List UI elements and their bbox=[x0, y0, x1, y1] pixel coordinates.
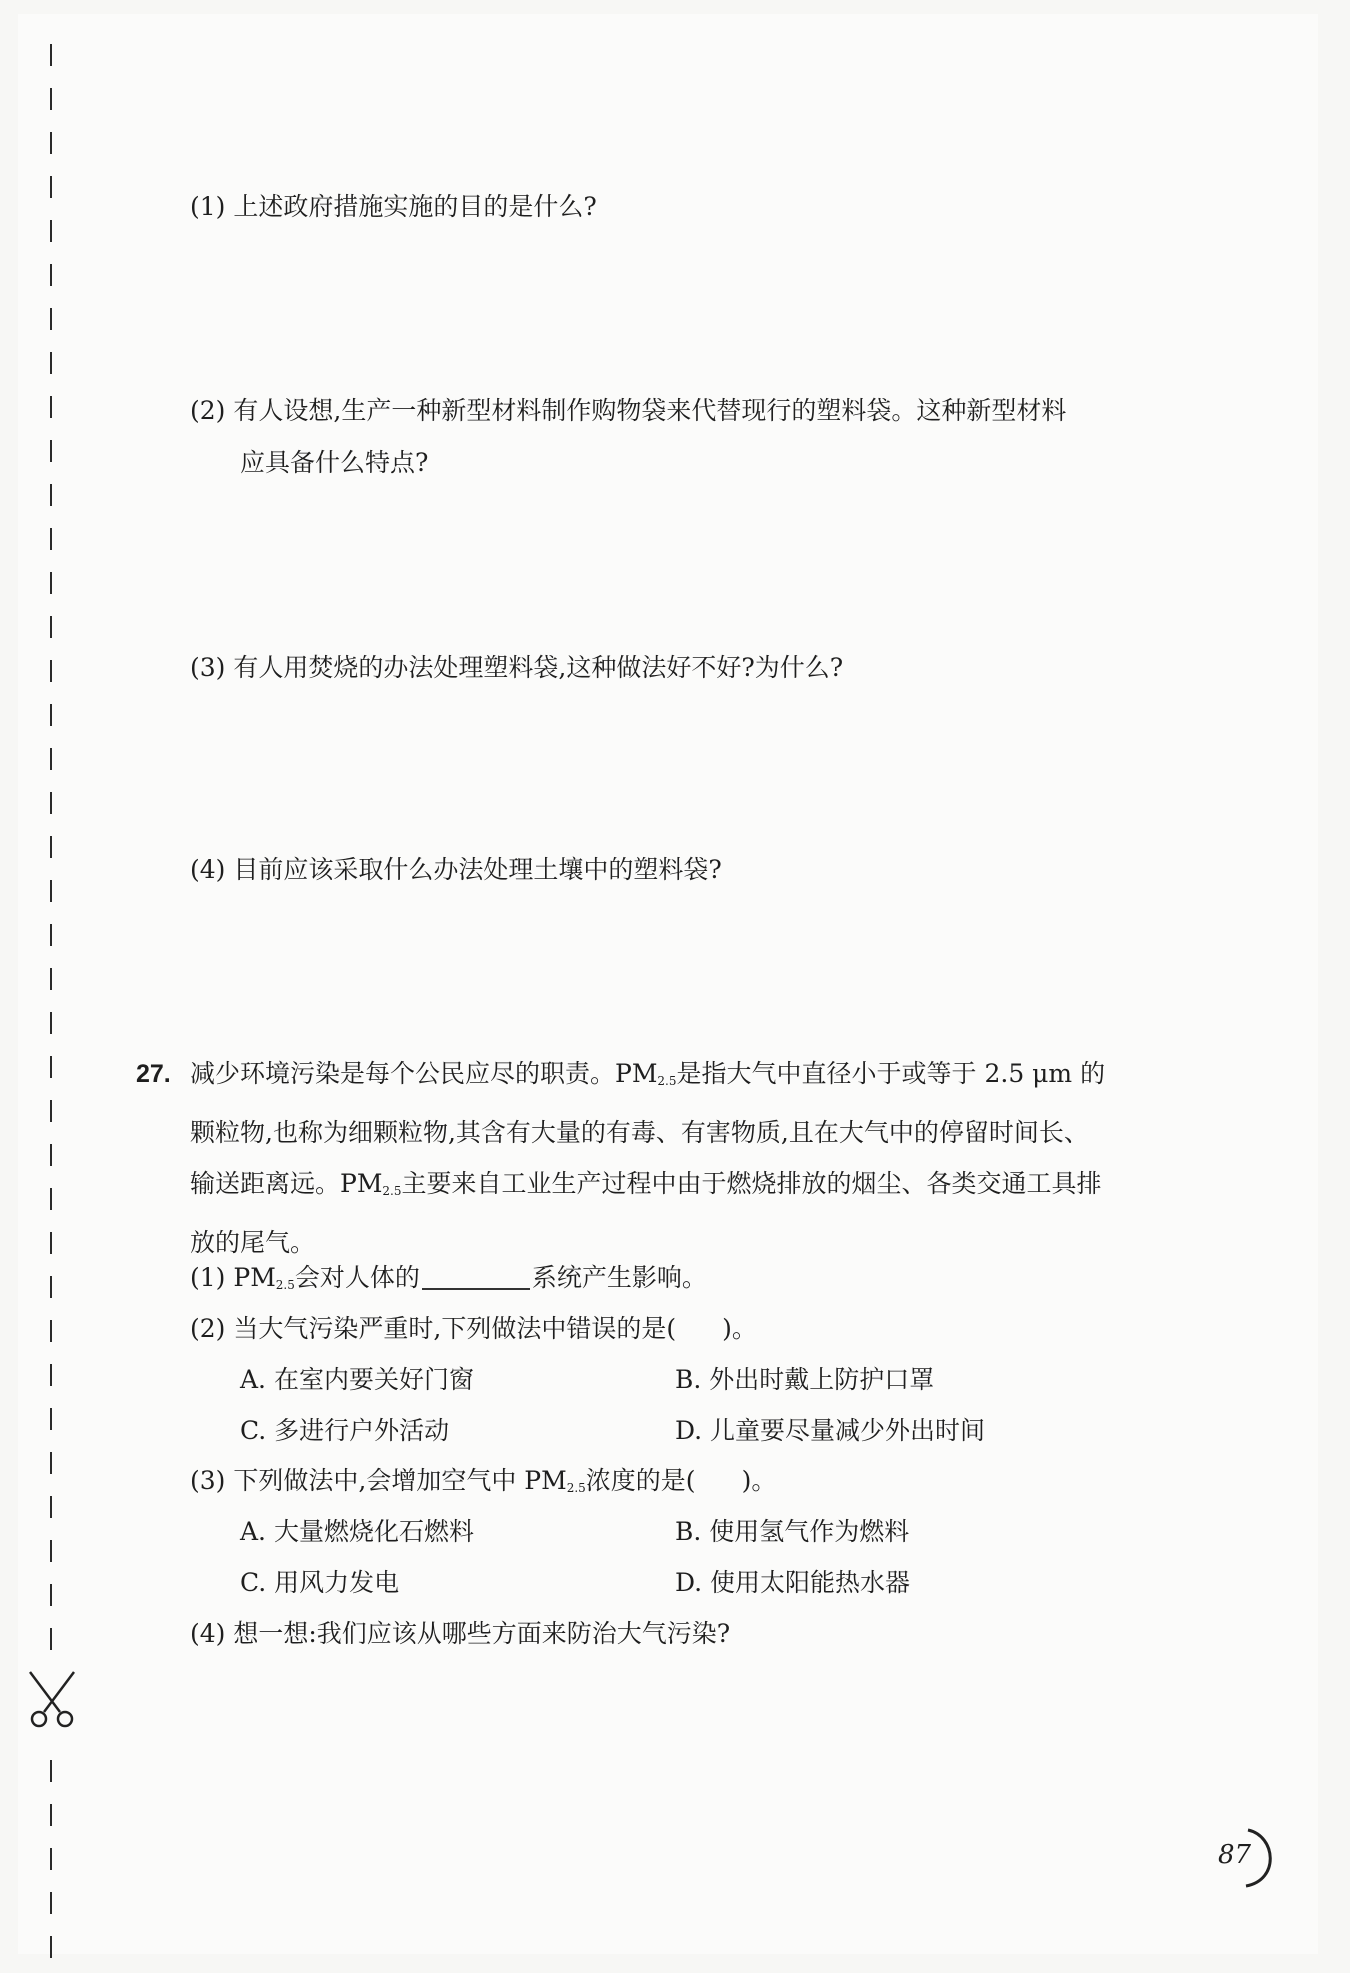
q26-sub-4: (4) 目前应该采取什么办法处理土壤中的塑料袋? bbox=[190, 855, 722, 884]
cut-line-dash bbox=[50, 968, 52, 990]
cut-line-dash bbox=[50, 308, 52, 330]
cut-line-dash bbox=[50, 704, 52, 726]
cut-line-dash bbox=[50, 1012, 52, 1034]
cut-line-dash bbox=[50, 44, 52, 66]
cut-line-dash bbox=[50, 1804, 52, 1826]
q27-sub-4: (4) 想一想:我们应该从哪些方面来防治大气污染? bbox=[190, 1619, 731, 1648]
answer-blank[interactable] bbox=[422, 1264, 530, 1290]
q27-sub-1: (1) $PM_{2.5}$会对人体的 系统产生影响。 bbox=[190, 1263, 707, 1292]
q26-sub-1: (1) 上述政府措施实施的目的是什么? bbox=[190, 192, 597, 221]
cut-line-dash bbox=[50, 484, 52, 506]
cut-line-dash bbox=[50, 1232, 52, 1254]
cut-line-dash bbox=[50, 1408, 52, 1430]
page-number: 87 bbox=[1218, 1840, 1252, 1870]
q26-sub-2: (2) 有人设想,生产一种新型材料制作购物袋来代替现行的塑料袋。这种新型材料 bbox=[190, 396, 1067, 425]
cut-line-dash bbox=[50, 572, 52, 594]
page-number-bracket bbox=[1236, 1826, 1282, 1890]
cut-line-dash bbox=[50, 1144, 52, 1166]
q27-s3-option-a: A. 大量燃烧化石燃料 bbox=[240, 1517, 474, 1546]
cut-line-dash bbox=[50, 1760, 52, 1782]
q27-stem: 减少环境污染是每个公民应尽的职责。$PM_{2.5}$是指大气中直径小于或等于 2.5 μm 的 颗粒物,也称为细颗粒物,其含有大量的有毒、有害物质,且在大气中的停留时间长、 输送距离远。$PM_{2.5}$主要来自工业生产过程中由于燃烧排放的烟尘、各类交通工具排 放的尾气。 bbox=[190, 1059, 1106, 1257]
cut-line-dash bbox=[50, 836, 52, 858]
cut-line-dash bbox=[50, 1056, 52, 1078]
q27-s2-option-a: A. 在室内要关好门窗 bbox=[240, 1365, 474, 1394]
cut-line-dash bbox=[50, 528, 52, 550]
cut-line-dash bbox=[50, 440, 52, 462]
cut-line-dash bbox=[50, 132, 52, 154]
cut-line-dash bbox=[50, 1628, 52, 1650]
cut-line-dash bbox=[50, 924, 52, 946]
cut-line-dash bbox=[50, 1276, 52, 1298]
cut-line-dash bbox=[50, 352, 52, 374]
cut-line-dash bbox=[50, 396, 52, 418]
q27-number: 27. bbox=[136, 1060, 171, 1088]
cut-line-dash bbox=[50, 1188, 52, 1210]
q27-s3-option-c: C. 用风力发电 bbox=[240, 1568, 400, 1597]
cut-line-dash bbox=[50, 1892, 52, 1914]
page-sheet bbox=[18, 14, 1318, 1954]
cut-line-dash bbox=[50, 88, 52, 110]
cut-line-dash bbox=[50, 792, 52, 814]
cut-line-dash bbox=[50, 1540, 52, 1562]
cut-line-dash bbox=[50, 880, 52, 902]
scissors-icon bbox=[22, 1668, 82, 1730]
q26-sub-2-cont: 应具备什么特点? bbox=[240, 448, 429, 477]
q27-s3-option-b: B. 使用氢气作为燃料 bbox=[675, 1517, 910, 1546]
q27-s2-option-b: B. 外出时戴上防护口罩 bbox=[675, 1365, 935, 1394]
cut-line-dash bbox=[50, 1320, 52, 1342]
cut-line-dash bbox=[50, 1936, 52, 1958]
q27-sub-2: (2) 当大气污染严重时,下列做法中错误的是( )。 bbox=[190, 1314, 757, 1343]
cut-line-dash bbox=[50, 616, 52, 638]
cut-line-dash bbox=[50, 1584, 52, 1606]
cut-line-dash bbox=[50, 264, 52, 286]
cut-line-dash bbox=[50, 1452, 52, 1474]
q26-sub-3: (3) 有人用焚烧的办法处理塑料袋,这种做法好不好?为什么? bbox=[190, 653, 844, 682]
q27-s3-option-d: D. 使用太阳能热水器 bbox=[675, 1568, 911, 1597]
cut-line-dash bbox=[50, 176, 52, 198]
cut-line-dash bbox=[50, 1100, 52, 1122]
q27-sub-3: (3) 下列做法中,会增加空气中 $PM_{2.5}$浓度的是( )。 bbox=[190, 1466, 777, 1495]
cut-line-dash bbox=[50, 1496, 52, 1518]
q27-s2-option-c: C. 多进行户外活动 bbox=[240, 1416, 450, 1445]
q27-s2-option-d: D. 儿童要尽量减少外出时间 bbox=[675, 1416, 986, 1445]
cut-line-dash bbox=[50, 220, 52, 242]
cut-line-dash bbox=[50, 748, 52, 770]
cut-line-dash bbox=[50, 1364, 52, 1386]
cut-line-dash bbox=[50, 1848, 52, 1870]
cut-line-dash bbox=[50, 660, 52, 682]
